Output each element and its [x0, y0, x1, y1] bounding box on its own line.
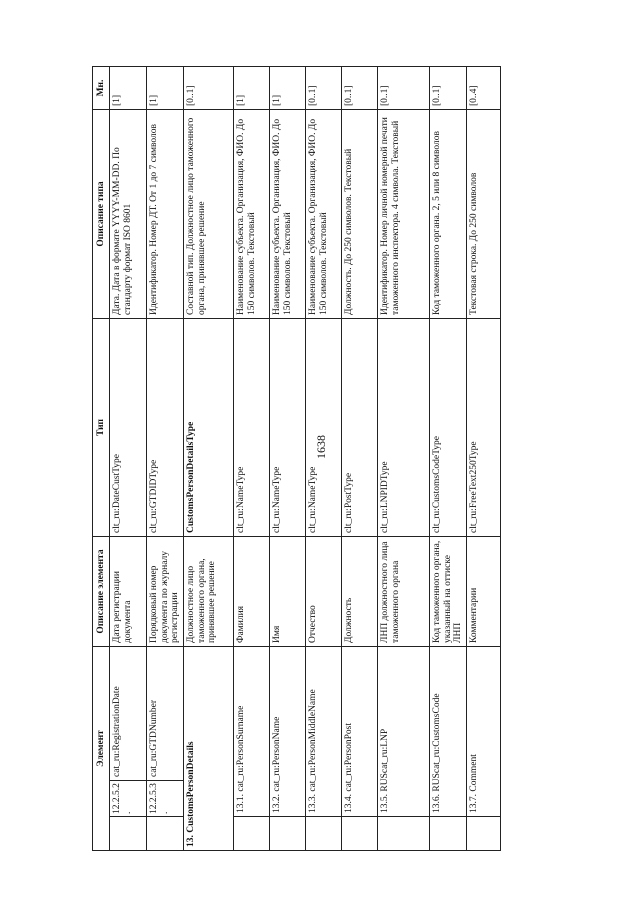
- table-row: [269, 66, 305, 850]
- element-cell: [377, 646, 429, 816]
- element-type: clt_ru:CustomsCodeType: [429, 318, 466, 536]
- indent-cell: [269, 817, 305, 851]
- element-type: clt_ru:NameType: [269, 318, 305, 536]
- type-description: Составной тип. Должностное лицо таможенного органа, принявшее решение: [183, 109, 233, 318]
- element-type: clt_ru:NameType: [233, 318, 269, 536]
- table-row: [377, 66, 429, 850]
- type-description: Код таможенного органа. 2, 5 или 8 символов: [429, 109, 466, 318]
- multiplicity: [0..1]: [305, 66, 341, 109]
- element-description: Комментарии: [466, 536, 500, 646]
- element-number: 13.4.: [343, 794, 354, 813]
- table-row: [183, 66, 233, 850]
- indent-cell: [377, 817, 429, 851]
- element-number: 12.2.5.2.: [110, 781, 147, 817]
- table-row: [110, 66, 147, 850]
- type-description: Идентификатор. Номер личной номерной печати таможенного инспектора. 4 символа. Текстовый: [377, 109, 429, 318]
- multiplicity: [1]: [147, 66, 184, 109]
- section-element-cell: [183, 646, 233, 850]
- element-type: clt_ru:PostType: [341, 318, 377, 536]
- element-name: cat_ru:PersonMiddleName: [307, 689, 318, 792]
- element-name: cat_ru:PersonPost: [343, 723, 354, 792]
- element-number: 13.5.: [379, 794, 390, 813]
- table-row: [147, 66, 184, 850]
- element-description: ЛНП должностного лица таможенного органа: [377, 536, 429, 646]
- element-name: cat_ru:PersonSurname: [235, 705, 246, 792]
- type-description: Наименование субъекта. Организация, ФИО. До 150 символов. Текстовый: [233, 109, 269, 318]
- element-type: CustomsPersonDetailsType: [183, 318, 233, 536]
- type-description: Наименование субъекта. Организация, ФИО. До 150 символов. Текстовый: [269, 109, 305, 318]
- table-row: [341, 66, 377, 850]
- header-type-description: Описание типа: [93, 109, 110, 318]
- header-mult: Мн.: [93, 66, 110, 109]
- indent-cell: [147, 817, 184, 851]
- element-name: Comment: [468, 754, 479, 792]
- header-element: Элемент: [93, 646, 110, 850]
- element-description: Дата регистрации документа: [110, 536, 147, 646]
- element-cell: [305, 646, 341, 816]
- element-number: 12.2.5.3.: [147, 781, 184, 817]
- multiplicity: [1]: [233, 66, 269, 109]
- element-name: cat_ru:GTDNumber: [147, 646, 184, 780]
- multiplicity: [0..4]: [466, 66, 500, 109]
- element-type: clt_ru:FreeText250Type: [466, 318, 500, 536]
- element-description: Код таможенного органа, указанный на оттиске ЛНП: [429, 536, 466, 646]
- header-element-description: Описание элемента: [93, 536, 110, 646]
- element-name: cat_ru:PersonName: [271, 716, 282, 792]
- element-number: 13.2.: [271, 794, 282, 813]
- indent-cell: [341, 817, 377, 851]
- element-cell: [233, 646, 269, 816]
- multiplicity: [1]: [269, 66, 305, 109]
- element-name: cat_ru:RegistrationDate: [110, 646, 147, 780]
- type-description: Должность. До 250 символов. Текстовый: [341, 109, 377, 318]
- element-type: clt_ru:DateCustType: [110, 318, 147, 536]
- table-row: [429, 66, 466, 850]
- element-number: 13.: [185, 835, 196, 847]
- element-cell: [341, 646, 377, 816]
- element-description: Порядковый номер документа по журналу регистрации: [147, 536, 184, 646]
- element-description: Должностное лицо таможенного органа, принявшее решение: [183, 536, 233, 646]
- indent-cell: [305, 817, 341, 851]
- indent-cell: [429, 817, 466, 851]
- element-number: 13.7.: [468, 794, 479, 813]
- table-row: [233, 66, 269, 850]
- element-name: CustomsPersonDetails: [185, 741, 196, 833]
- table-header-row: [93, 66, 110, 850]
- elements-table: [92, 66, 501, 851]
- element-cell: [269, 646, 305, 816]
- type-description: Дата. Дата в формате YYYY-MM-DD. По стандарту формат ISO 8601: [110, 109, 147, 318]
- multiplicity: [0..1]: [341, 66, 377, 109]
- rotated-page-content: [92, 67, 504, 851]
- element-description: Отчество: [305, 536, 341, 646]
- header-type: Тип: [93, 318, 110, 536]
- multiplicity: [0..1]: [377, 66, 429, 109]
- element-type: clt_ru:GTDIDType: [147, 318, 184, 536]
- element-number: 13.6.: [431, 794, 442, 813]
- page-number: 1638: [314, 435, 328, 459]
- indent-cell: [233, 817, 269, 851]
- table-row: [466, 66, 500, 850]
- multiplicity: [0..1]: [183, 66, 233, 109]
- element-description: Фамилия: [233, 536, 269, 646]
- element-cell: [466, 646, 500, 816]
- type-description: Текстовая строка. До 250 символов: [466, 109, 500, 318]
- element-cell: [429, 646, 466, 816]
- element-name: RUScat_ru:CustomsCode: [431, 693, 442, 792]
- indent-cell: [466, 817, 500, 851]
- element-name: RUScat_ru:LNP: [379, 728, 390, 792]
- indent-cell: [110, 817, 147, 851]
- element-number: 13.3.: [307, 794, 318, 813]
- element-type: clt_ru:NameType: [305, 318, 341, 536]
- multiplicity: [0..1]: [429, 66, 466, 109]
- element-description: Имя: [269, 536, 305, 646]
- type-description: Идентификатор. Номер ДТ. От 1 до 7 символов: [147, 109, 184, 318]
- element-number: 13.1.: [235, 794, 246, 813]
- element-type: clt_ru:LNPIDType: [377, 318, 429, 536]
- type-description: Наименование субъекта. Организация, ФИО. До 150 символов. Текстовый: [305, 109, 341, 318]
- multiplicity: [1]: [110, 66, 147, 109]
- table-row: [305, 66, 341, 850]
- element-description: Должность: [341, 536, 377, 646]
